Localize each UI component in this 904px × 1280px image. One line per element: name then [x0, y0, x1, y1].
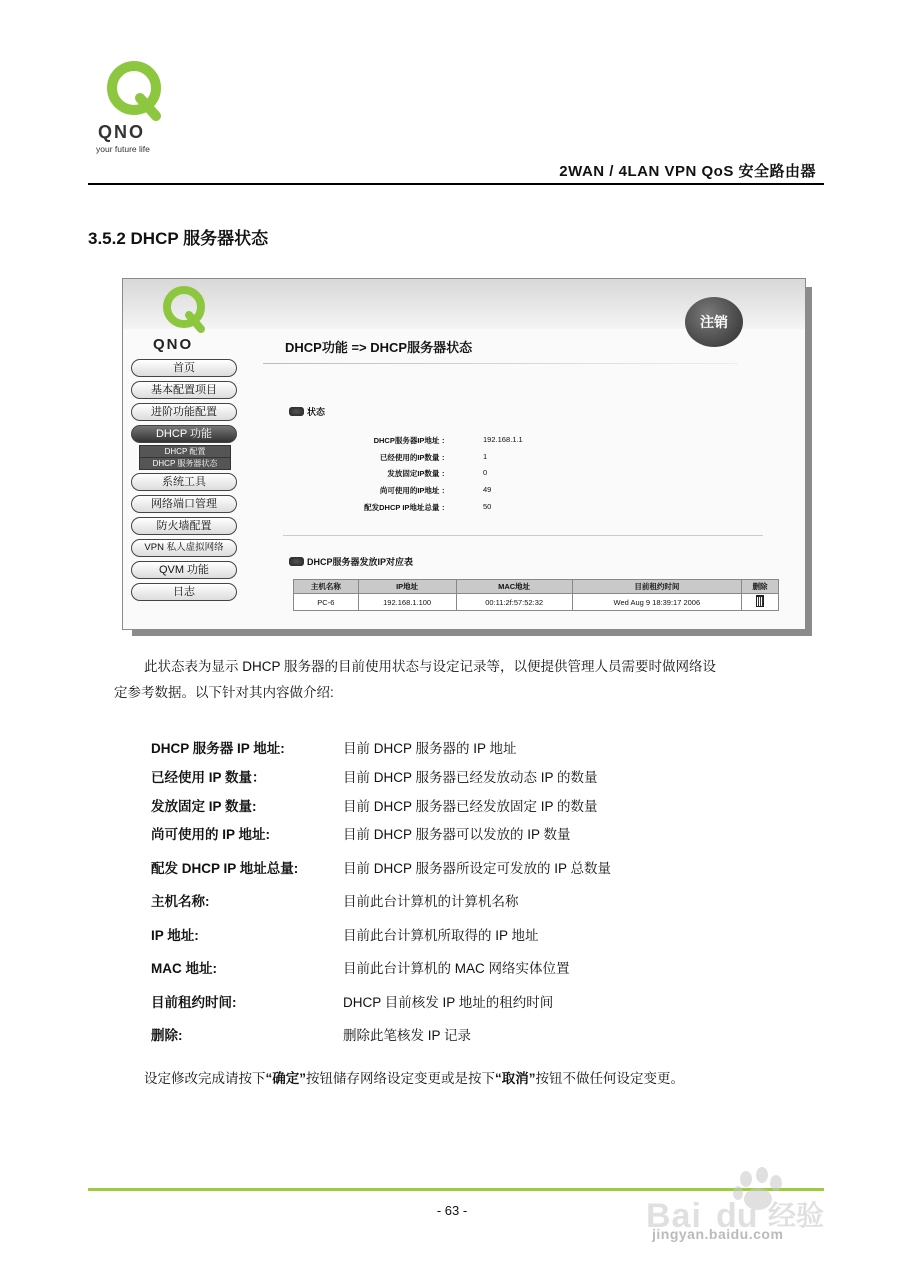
status-value: 1 — [483, 452, 488, 461]
column-header: 删除 — [742, 580, 779, 594]
nav-log[interactable]: 日志 — [131, 583, 237, 601]
closing-paragraph — [144, 1066, 684, 1092]
lease-table — [293, 579, 779, 611]
status-value: 192.168.1.1 — [483, 435, 523, 444]
definition-term: 目前租约时间: — [151, 995, 237, 1010]
ui-breadcrumb-divider — [263, 363, 738, 364]
definition-term: DHCP 服务器 IP 地址: — [151, 741, 285, 756]
intro-line-1: 此状态表为显示 DHCP 服务器的目前使用状态与设定记录等，以便提供管理人员需要时做网络设 — [144, 659, 717, 674]
subnav-dhcp-config[interactable]: DHCP 配置 — [139, 445, 231, 458]
table-cell: PC-6 — [294, 594, 359, 611]
nav-port-management[interactable]: 网络端口管理 — [131, 495, 237, 513]
column-header: MAC地址 — [456, 580, 572, 594]
status-block-title — [289, 405, 325, 418]
closing-text: 按钮不做任何设定变更。 — [535, 1071, 684, 1086]
ui-breadcrumb: DHCP功能 => DHCP服务器状态 — [285, 340, 473, 355]
table-cell: 00:11:2f:57:52:32 — [456, 594, 572, 611]
nav-qvm[interactable]: QVM 功能 — [131, 561, 237, 579]
definition-desc: 删除此笔核发 IP 记录 — [343, 1028, 472, 1043]
nav-vpn[interactable]: VPN 私人虚拟网络 — [131, 539, 237, 557]
document-header-title: 2WAN / 4LAN VPN QoS 安全路由器 — [559, 163, 816, 180]
status-label: 发放固定IP数量 ： — [387, 469, 449, 478]
subnav-dhcp-status[interactable]: DHCP 服务器状态 — [139, 457, 231, 470]
status-value: 0 — [483, 468, 488, 477]
table-cell: 192.168.1.100 — [358, 594, 456, 611]
definition-term: 主机名称: — [151, 894, 210, 909]
table-row — [294, 594, 779, 611]
column-header: IP地址 — [358, 580, 456, 594]
header-divider — [88, 183, 824, 185]
bullet-icon — [289, 407, 304, 416]
status-label: 已经使用的IP数量 ： — [379, 453, 449, 462]
lease-table-title-text: DHCP服务器发放IP对应表 — [307, 557, 414, 567]
column-header: 目前租约时间 — [572, 580, 741, 594]
lease-table-title — [289, 555, 413, 568]
definition-term: 删除: — [151, 1028, 183, 1043]
bullet-icon — [289, 557, 304, 566]
status-label: 配发DHCP IP地址总量 ： — [364, 503, 449, 512]
baidu-watermark — [628, 1165, 868, 1261]
definition-desc: 目前 DHCP 服务器已经发放固定 IP 的数量 — [343, 799, 598, 814]
svg-text:QNO: QNO — [153, 336, 194, 353]
definition-term: 配发 DHCP IP 地址总量: — [151, 861, 299, 876]
nav-dhcp[interactable]: DHCP 功能 — [131, 425, 237, 443]
closing-text: 按钮储存网络设定变更或是按下 — [306, 1071, 495, 1086]
table-header-row — [294, 580, 779, 594]
definition-desc: 目前 DHCP 服务器所设定可发放的 IP 总数量 — [343, 861, 612, 876]
section-heading: 3.5.2 DHCP 服务器状态 — [88, 229, 269, 248]
definition-desc: DHCP 目前核发 IP 地址的租约时间 — [343, 995, 554, 1010]
nav-home[interactable]: 首页 — [131, 359, 237, 377]
column-header: 主机名称 — [294, 580, 359, 594]
logout-button[interactable]: 注销 — [685, 297, 743, 347]
status-title-text: 状态 — [307, 407, 326, 417]
watermark-url: jingyan.baidu.com — [652, 1226, 784, 1242]
definition-desc: 目前此台计算机的 MAC 网络实体位置 — [343, 961, 570, 976]
confirm-keyword: “确定” — [265, 1071, 306, 1086]
definition-term: MAC 地址: — [151, 961, 217, 976]
nav-advanced-settings[interactable]: 进阶功能配置 — [131, 403, 237, 421]
status-value: 49 — [483, 485, 492, 494]
cancel-keyword: “取消” — [495, 1071, 536, 1086]
qno-logo — [96, 60, 176, 156]
intro-line-2: 定参考数据。以下针对其内容做介绍: — [114, 685, 334, 700]
definition-term: IP 地址: — [151, 928, 199, 943]
definition-desc: 目前此台计算机的计算机名称 — [343, 894, 519, 909]
svg-text:du: du — [716, 1197, 758, 1235]
definition-term: 已经使用 IP 数量： — [151, 770, 266, 785]
ui-qno-logo — [149, 283, 219, 353]
ui-section-divider — [283, 535, 763, 536]
nav-basic-settings[interactable]: 基本配置项目 — [131, 381, 237, 399]
trash-icon[interactable] — [756, 595, 764, 607]
nav-system-tools[interactable]: 系统工具 — [131, 473, 237, 491]
router-ui-screenshot — [122, 278, 806, 630]
definition-term: 尚可使用的 IP 地址: — [151, 827, 271, 842]
nav-firewall[interactable]: 防火墙配置 — [131, 517, 237, 535]
closing-text: 设定修改完成请按下 — [144, 1071, 266, 1086]
status-label: DHCP服务器IP地址 ： — [373, 436, 449, 445]
definition-desc: 目前 DHCP 服务器的 IP 地址 — [343, 741, 517, 756]
definition-term: 发放固定 IP 数量: — [151, 799, 257, 814]
svg-text:QNO: QNO — [98, 122, 146, 142]
definition-desc: 目前此台计算机所取得的 IP 地址 — [343, 928, 539, 943]
status-label: 尚可使用的IP地址 ： — [379, 486, 449, 495]
definition-desc: 目前 DHCP 服务器已经发放动态 IP 的数量 — [343, 770, 598, 785]
table-cell: Wed Aug 9 18:39:17 2006 — [572, 594, 741, 611]
svg-text:your future life: your future life — [96, 144, 150, 154]
page-number: - 63 - — [436, 1203, 468, 1218]
delete-cell[interactable] — [742, 594, 779, 611]
svg-text:Bai: Bai — [646, 1197, 702, 1235]
definition-desc: 目前 DHCP 服务器可以发放的 IP 数量 — [343, 827, 571, 842]
svg-text:经验: 经验 — [768, 1199, 825, 1232]
status-value: 50 — [483, 502, 492, 511]
